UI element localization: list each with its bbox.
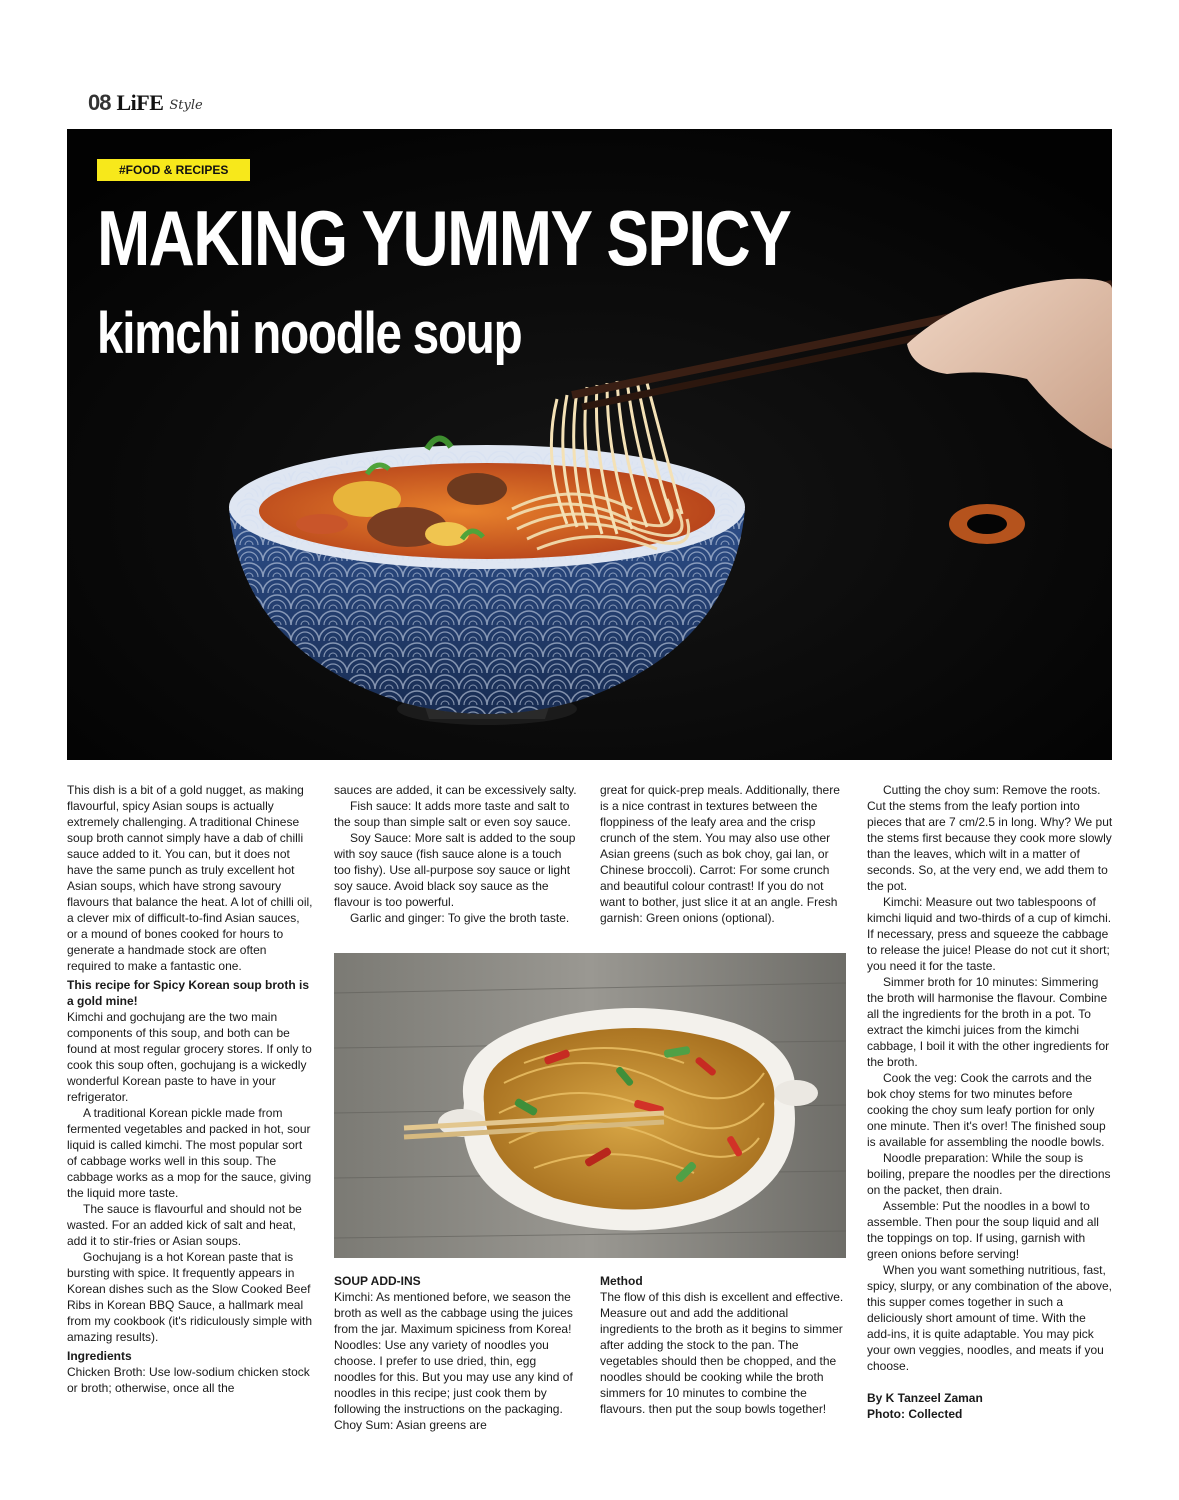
noodle-dish-illustration: [334, 953, 846, 1258]
page-number: 08: [88, 90, 111, 115]
text-column-4: [867, 782, 1113, 1422]
hero-image: [67, 129, 1112, 760]
addins-heading: SOUP ADD-INS: [334, 1274, 421, 1288]
body-paragraph: Kimchi: Measure out two tablespoons of kimchi liquid and two-thirds of a cup of kimchi. If necessary, press and squeeze the cabbage to release the juice! Please do not cut it short; you need it for the taste.: [867, 895, 1112, 973]
body-paragraph: A traditional Korean pickle made from fermented vegetables and packed in hot, sour liquid is called kimchi. The most popular sort of cabbage works well in this soup. The cabbage works as a mop for the sauce, giving the liquid more taste.: [67, 1106, 312, 1200]
category-tag: #FOOD & RECIPES: [97, 159, 250, 181]
body-paragraph: Gochujang is a hot Korean paste that is bursting with spice. It frequently appears in Korean dishes such as the Slow Cooked Beef Ribs in Korean BBQ Sauce, a hallmark meal from my cookbook (it's ridiculously simple with amazing results).: [67, 1250, 313, 1344]
intro-paragraph: This dish is a bit of a gold nugget, as making flavourful, spicy Asian soups is actually extremely challenging. A traditional Chinese soup broth cannot simply have a dab of chilli sauce added to it. You can, but it does not have the same punch as truly excellent hot Asian soups, which have strong savoury flavours that balance the heat. A lot of chilli oil, a clever mix of difficult-to-find Asian sauces, or a mound of bones cooked for hours to generate a handmade stock are often required to make a fantastic one.: [67, 783, 313, 973]
body-paragraph: Chicken Broth: Use low-sodium chicken stock or broth; otherwise, once all the: [67, 1365, 310, 1395]
text-column-3: [600, 782, 846, 926]
ingredients-heading: Ingredients: [67, 1349, 132, 1363]
article-headline: MAKING YUMMY SPICY: [97, 194, 791, 282]
author-byline: By K Tanzeel Zaman: [867, 1391, 983, 1405]
body-paragraph: Noodle preparation: While the soup is boiling, prepare the noodles per the directions on the packet, then drain.: [867, 1151, 1111, 1197]
body-paragraph: Fish sauce: It adds more taste and salt to the soup than simple salt or even soy sauce.: [334, 799, 571, 829]
magazine-logo: LiFE: [116, 90, 164, 115]
photo-credit: Photo: Collected: [867, 1407, 963, 1421]
body-paragraph: Garlic and ginger: To give the broth taste.: [350, 911, 570, 925]
body-paragraph: The sauce is flavourful and should not be wasted. For an added kick of salt and heat, add it to stir-fries or Asian soups.: [67, 1202, 302, 1248]
stir-fry-noodles-photo: [334, 953, 846, 1258]
masthead: [88, 84, 203, 116]
section-heading: This recipe for Spicy Korean soup broth is a gold mine!: [67, 978, 310, 1008]
body-paragraph: great for quick-prep meals. Additionally, there is a nice contrast in textures between the floppiness of the leafy area and the crisp crunch of the stem. You may also use other Asian greens (such as bok choy, gai lan, or Chinese broccoli). Carrot: For some crunch and beautiful colour contrast! If you do not want to bother, just slice it at an angle. Fresh garnish: Green onions (optional).: [600, 783, 840, 925]
text-column-2: [334, 782, 580, 926]
body-paragraph: Kimchi: As mentioned before, we season the broth as well as the cabbage using the juices from the jar. Maximum spiciness from Korea! Noodles: Use any variety of noodles you choose. I prefer to use dried, thin, egg noodles for this. But you may use any kind of noodles in this recipe; just cook them by following the instructions on the packaging. Choy Sum: Asian greens are: [334, 1290, 573, 1432]
method-section: [600, 1273, 846, 1417]
body-paragraph: Assemble: Put the noodles in a bowl to assemble. Then pour the soup liquid and all the toppings on top. If using, garnish with green onions before serving!: [867, 1199, 1099, 1261]
soup-addins-section: [334, 1273, 580, 1433]
body-paragraph: The flow of this dish is excellent and effective. Measure out and add the additional ingredients to the broth as it begins to simmer after adding the stock to the pan. The vegetables should then be chopped, and the noodles should be cooking while the broth simmers for 10 minutes to combine the flavours. then put the soup bowls together!: [600, 1290, 844, 1416]
body-paragraph: Cook the veg: Cook the carrots and the bok choy stems for two minutes before cooking the choy sum leafy portion for only one minute. Then it's over! The finished soup is available for assembling the noodle bowls.: [867, 1071, 1106, 1149]
body-paragraph: sauces are added, it can be excessively salty.: [334, 783, 577, 797]
body-paragraph: When you want something nutritious, fast, spicy, slurpy, or any combination of the above, this supper comes together in such a deliciously short amount of time. With the add-ins, it is quite adaptable. You may pick your own veggies, noodles, and meats if you choose.: [867, 1263, 1113, 1373]
article-subheadline: kimchi noodle soup: [97, 301, 522, 366]
method-heading: Method: [600, 1274, 643, 1288]
body-paragraph: Cutting the choy sum: Remove the roots. Cut the stems from the leafy portion into pieces that are 7 cm/2.5 in long. Why? We put the stems first because they cook more slowly than the leaves, which wilt in a matter of seconds. So, at the very end, we add them to the pot.: [867, 783, 1113, 893]
body-paragraph: Simmer broth for 10 minutes: Simmering the broth will harmonise the flavour. Combine all the ingredients for the broth in a pot. To extract the kimchi juices from the kimchi cabbage, I boil it with the other ingredients for the broth.: [867, 975, 1110, 1069]
magazine-logo-script: Style: [169, 98, 203, 113]
text-column-1: [67, 782, 313, 1396]
body-paragraph: Kimchi and gochujang are the two main components of this soup, and both can be found at most regular grocery stores. If only to cook this soup often, gochujang is a wickedly wonderful Korean paste to have in your refrigerator.: [67, 1010, 312, 1104]
body-paragraph: Soy Sauce: More salt is added to the soup with soy sauce (fish sauce alone is a touch too fishy). Use all-purpose soy sauce or light soy sauce. Avoid black soy sauce as the flavour is too powerful.: [334, 831, 576, 909]
